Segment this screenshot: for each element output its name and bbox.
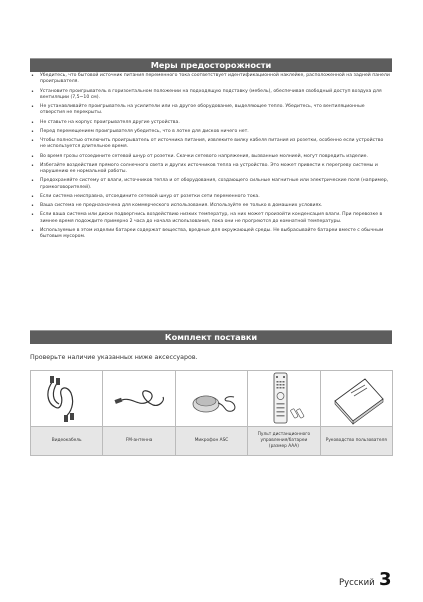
list-item: • Убедитесь, что бытовой источник питания переменного тока соответствует идентификационной наклейке, расположенной на задней панели проигрывателя. <box>31 73 390 85</box>
page-number: 3 <box>379 569 392 590</box>
list-item: • Чтобы полностью отключить проигрыватель от источника питания, извлеките вилку кабеля питания из розетки, особенно если устройство не используется длительное время. <box>31 138 384 150</box>
accessories-table <box>30 370 393 456</box>
remote-control-icon <box>248 371 319 426</box>
list-item: • Во время грозы отсоедините сетевой шнур от розетки. Скачки сетевого напряжения, вызванные молнией, могут повредить изделие. <box>31 153 368 160</box>
accessory-label: Пульт дистанционного управления/батареи (размер AAA) <box>248 427 319 455</box>
list-item: • Если ваша система или диски подвергнись воздействию низких температур, на них может произойти конденсация влаги. При перевозке в зимнее время подождите примерно 2 часа до начала использования, пока они не прогреются до комнатной температуры. <box>31 212 383 224</box>
user-manual-icon <box>321 371 392 426</box>
accessory-label: Видеокабель <box>31 427 102 455</box>
list-item: • Установите проигрыватель в горизонтальном положении на подходящую подставку (мебель), обеспечивая свободный доступ воздуха для вентиляции (7,5~10 см). <box>31 88 382 100</box>
accessory-label: Микрофон ASC <box>176 427 247 455</box>
list-item: • Предохраняйте систему от влаги, источников тепла и от оборудования, создающего сильные магнитные или электрические поля (например, громкоговорителей). <box>31 178 389 190</box>
list-item: • Ваша система не предназначена для коммерческого использования. Используйте ее только в домашних условиях. <box>31 203 323 210</box>
package-section-title: Комплект поставки <box>30 331 392 344</box>
accessory-item <box>176 371 248 455</box>
video-cable-icon <box>31 371 102 426</box>
list-item: • Используемые в этом изделии батареи содержат вещества, вредные для окружающей среды. Не выбрасывайте батареи вместе с обычным бытовым мусором. <box>31 227 384 240</box>
package-intro: Проверьте наличие указанных ниже аксессуаров. <box>30 354 198 361</box>
accessory-item <box>321 371 392 455</box>
list-item: • Не ставьте на корпус проигрывателя другие устройства. <box>31 119 180 126</box>
accessory-item <box>31 371 103 455</box>
asc-microphone-icon <box>176 371 247 426</box>
list-item: • Если система неисправна, отсоедините сетевой шнур от розетки сети переменного тока. <box>31 193 260 200</box>
accessory-item <box>103 371 175 455</box>
fm-antenna-icon <box>103 371 174 426</box>
accessory-label: FM-антенна <box>103 427 174 455</box>
list-item: • Избегайте воздействия прямого солнечного света и других источников тепла на устройство. Это может привести к перегреву системы и нарушению ее нормальной работы. <box>31 162 378 175</box>
accessory-label: Руководство пользователя <box>321 427 392 455</box>
list-item: • Не устанавливайте проигрыватель на усилители или на другое оборудование, выделяющее тепло. Убедитесь, что вентиляционные отверстия не перекрыты. <box>31 104 365 116</box>
list-item: • Перед перемещением проигрывателя убедитесь, что в лотке для дисков ничего нет. <box>31 128 249 135</box>
accessory-item <box>248 371 320 455</box>
safety-section-title: Меры предосторожности <box>30 59 392 72</box>
footer-language: Русский <box>339 578 375 588</box>
safety-list <box>30 73 390 243</box>
